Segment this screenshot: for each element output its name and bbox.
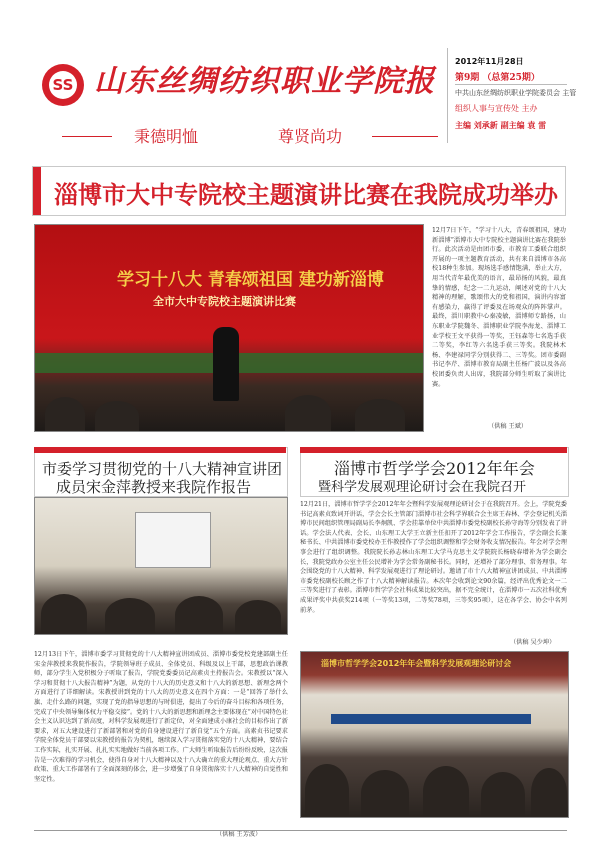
issue-date: 2012年11月28日	[455, 57, 524, 66]
section3-title-line1: 淄博市哲学学会2012年年会	[334, 459, 535, 478]
info-divider	[455, 84, 567, 85]
audience-silhouette	[45, 397, 85, 431]
publisher-line: 中共山东丝绸纺织职业学院委员会 主管	[455, 89, 577, 97]
lecture-report-photo	[34, 497, 288, 635]
audience-silhouette	[481, 772, 525, 817]
speaker-figure	[213, 327, 239, 401]
section2-title-line2: 成员宋金萍教授来我院作报告	[56, 478, 252, 496]
section3-accent-bar	[300, 447, 567, 453]
section3-body: 12月21日，淄博市哲学学会2012年年会暨科学发展观理论研讨会于在我院召开。会上，学院党委书记高素贞致词开讲话，学会会长主管部门淄博市社会科学界联合会主席王春林、学会登记机关淄博市民间组织管理局副局长李炯凯、学会挂靠单位中共淄博市委党校副校长孙守海等分别发表了讲话。学会法人代表、会长、山东理工大学王立新主任扣开了2012年学会工作报告，学会副会长兼秘书长、中共淄博市委党校办王作教授作了学会组织调整和学会财务收支情况报告。年会对学会理事会进行了组织调整。我院院长孙志林山东理工大学马克思主义学院院长杨晓春增补为学会副会长，我院党政办公室主任公民增补为学会常务副秘书长。同时，还增补了部分理事、常务理事。年会围绕党的十八大精神、科学发展观进行了理论研讨。邀请了市十八大精神宣讲团成员、中共淄博市委党校副校长顾之作了十八大精神解读报告。本次年会收到论文90余篇，经评出优秀论文一二三等奖进行了表彰。淄博市哲学学会社科成果比较突出，据不完全统计，在淄博市一五次社科优秀成果评奖中共获奖214项（一等奖13项，二等奖78项，三等奖95项），这在各学会、协会中名列前茅。	[300, 501, 567, 614]
speech-contest-photo	[34, 224, 424, 432]
college-logo	[42, 64, 84, 106]
newspaper-title: 山东丝绸纺织职业学院报	[94, 64, 435, 99]
editor-line: 主编 刘承新 副主编 袁 雷	[455, 120, 547, 130]
section2-body: 12月13日下午，淄博市委学习贯彻党的十八大精神宣讲团成员、淄博市委党校党建部副主任宋金萍教授来我院作报告，学院领导班子成员、全体党员、科级及以上干部，思想政治课教师，部分学生入党积极分子听取了报告，学院党委委员记高素贞主持报告会。宋教授以“深入学习和贯彻十八大报告精神”为题，从党的十八大的历史意义和十八大的新思想、新理念两个方面进行了详细解读。宋教授讲到党的十八大的历史意义在四个方面：一是“回答了举什么旗、走什么路的问题，实现了党的指导思想的与时俱进，提出了今后的奋斗目标和各项任务，完成了中央领导集体权力平稳交接”。党的十八大的新思想和新理念主要体现在“对中国特色社会主义认识达到了新高度，对科学发展观进行了新定位，对全面建成小康社会的目标作出了新要求，对五大建设进行了新部署和对党的自身建设进行了新自觉”五个方面。高素贞书记要求学院全体党员干部要以宋教授的报告为契机，继续深入学习贯彻落实党的十八大精神，要结合工作实际，扎实开展、扎扎实实地做好当前各项工作。广大师生听取报告后纷纷反映，这次报告是一次难得的学习机会，使得自身对十八大精神以及十八大确立的重大理论观点、重大方针政策、重大工作部署有了全面深刻的体会，进一步增强了自身贯彻落实十八大精神的自觉性和坚定性。	[34, 651, 288, 783]
photo-banner-subtitle: 全市大中专院校主题演讲比赛	[153, 295, 296, 308]
audience-silhouette	[355, 399, 405, 431]
page-bottom-rule	[34, 830, 567, 831]
motto-right: 尊贤尚功	[278, 127, 343, 146]
audience-silhouette	[105, 598, 155, 634]
issue-number: 第9期 （总第25期）	[455, 73, 540, 83]
section2-credit: （供稿 王芳波）	[216, 831, 262, 838]
audience-silhouette	[41, 594, 87, 634]
philosophy-meeting-photo	[300, 651, 569, 818]
article1-body: 12月7日下午，“学习十八大，青春颂祖国，建功新淄博”淄博市大中专院校主题演讲比赛在我院举行。此次活动是由团市委、市教育工委联合组织开展的一项主题教育活动，共有来自淄博市各高校18种生参加。现场选手感情饱满，举止大方，用当代青年最优美的语言，最昂扬的风貌，最真挚的情感，纪念一二九运动，阐述对党的十八大精神的理解，歌颂伟大的党和祖国，演讲内容富有感染力，赢得了评委及在场观众的阵阵掌声。最终，淄川职教中心秦凌敏，淄博师专路扬，山东职业学院魏冬、淄博职业学院李海龙、淄博工业学校王文平获得一等奖，王钰森等七名选手获二等奖，李红等六名选手获三等奖。我院林术杨、李建禄同学分别获得二、三等奖。团市委副书记李芹、淄博市教育局副主任杨广波以及各高校团委负责人出席，我院部分师生听取了演讲比赛。	[432, 227, 566, 388]
organizer-line: 组织人事与宣传处 主办	[455, 104, 538, 113]
audience-silhouette	[361, 770, 409, 817]
audience-silhouette	[423, 766, 469, 817]
projection-screen	[135, 512, 211, 568]
photo-banner-text: 学习十八大 青春颂祖国 建功新淄博	[117, 270, 384, 290]
motto-divider-right	[372, 136, 438, 137]
article1-credit: （供稿 王斌）	[488, 423, 528, 430]
section2-accent-bar	[34, 447, 286, 453]
rostrum-table	[331, 714, 531, 724]
meeting-banner-text: 淄博市哲学学会2012年年会暨科学发展观理论研讨会	[321, 659, 512, 668]
motto-left: 秉德明恤	[134, 127, 199, 146]
audience-silhouette	[95, 401, 139, 431]
main-headline: 淄博市大中专院校主题演讲比赛在我院成功举办	[54, 180, 558, 209]
audience-silhouette	[175, 596, 223, 634]
audience-silhouette	[531, 768, 567, 817]
section2-title-line1: 市委学习贯彻党的十八大精神宣讲团	[42, 460, 283, 478]
audience-silhouette	[235, 600, 281, 634]
audience-silhouette	[305, 764, 349, 817]
section3-title-line2: 暨科学发展观理论研讨会在我院召开	[318, 480, 527, 495]
headline-accent-bar	[33, 167, 41, 215]
logo-mark: SS	[49, 71, 77, 99]
section3-credit: （供稿 吴少坤）	[510, 639, 556, 646]
motto-divider-left	[62, 136, 112, 137]
audience-silhouette	[285, 395, 331, 431]
